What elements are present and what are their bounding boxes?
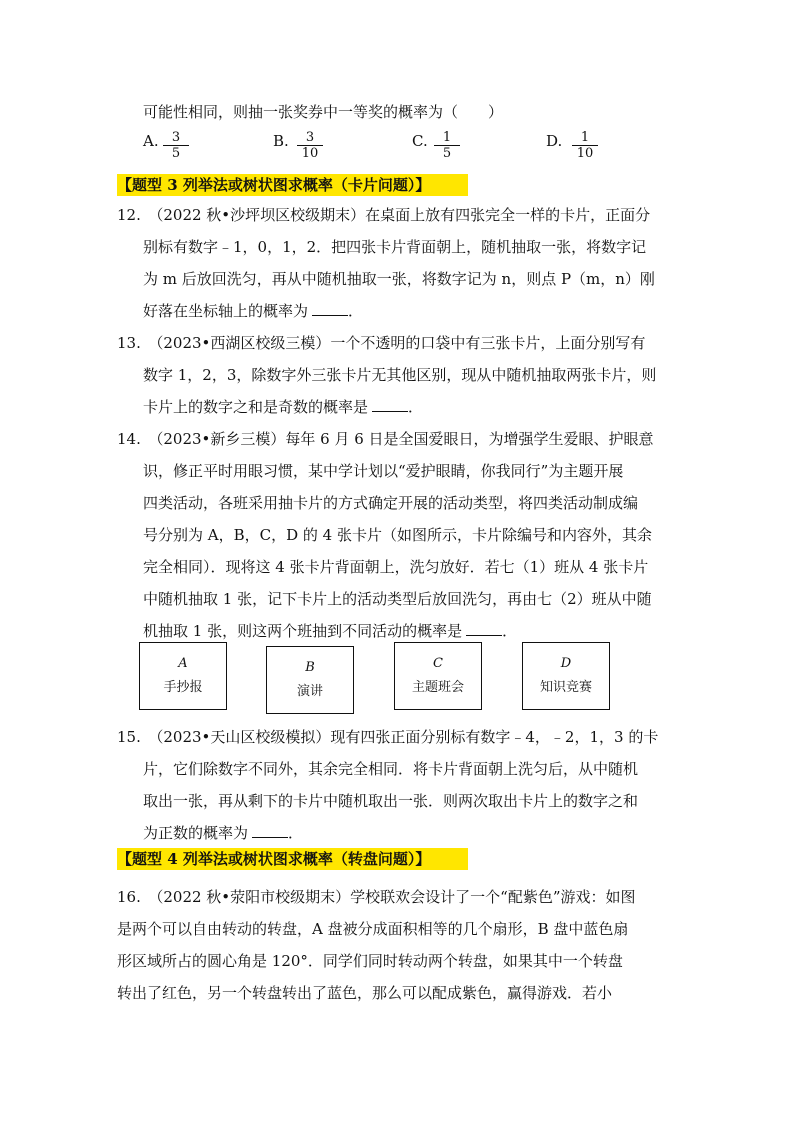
q14-line-7: 机抽取 1 张，则这两个班抽到不同活动的概率是 ． [143, 622, 518, 640]
q16-line-1: 16. （2022 秋•荥阳市校级期末）学校联欢会设计了一个“配紫色”游戏：如图 [117, 888, 636, 906]
card-d: D 知识竞赛 [522, 642, 610, 710]
q16-line-2: 是两个可以自由转动的转盘，A 盘被分成面积相等的几个扇形，B 盘中蓝色扇 [117, 920, 629, 938]
q11-option-a-fraction: $\frac{3}{5}$ [163, 130, 189, 161]
q16-line-3: 形区域所占的圆心角是 120°．同学们同时转动两个转盘，如果其中一个转盘 [117, 952, 623, 970]
q16-line-4: 转出了红色，另一个转盘转出了蓝色，那么可以配成紫色，赢得游戏．若小 [117, 984, 613, 1002]
q12-line-4: 好落在坐标轴上的概率为 ． [143, 302, 364, 320]
q11-option-a-label: A. [143, 132, 159, 150]
q12-line-1: 12. （2022 秋•沙坪坝区校级期末）在桌面上放有四张完全一样的卡片，正面分 [117, 206, 651, 224]
q14-line-1: 14. （2023•新乡三模）每年 6 月 6 日是全国爱眼日，为增强学生爱眼、护眼意 [117, 430, 654, 448]
q14-line-6: 中随机抽取 1 张，记下卡片上的活动类型后放回洗匀，再由七（2）班从中随 [143, 590, 652, 608]
answer-blank [372, 397, 408, 412]
card-c: C 主题班会 [394, 642, 482, 710]
q15-line-3: 取出一张，再从剩下的卡片中随机取出一张．则两次取出卡片上的数字之和 [143, 792, 639, 810]
q11-option-b-label: B. [273, 132, 289, 150]
q14-line-2: 识，修正平时用眼习惯，某中学计划以“爱护眼睛，你我同行”为主题开展 [143, 462, 624, 480]
q14-line-4: 号分别为 A，B，C，D 的 4 张卡片（如图所示，卡片除编号和内容外，其余 [143, 526, 652, 544]
q14-line-3: 四类活动，各班采用抽卡片的方式确定开展的活动类型，将四类活动制成编 [143, 494, 639, 512]
q11-stem: 可能性相同，则抽一张奖券中一等奖的概率为（ ） [143, 103, 504, 121]
card-b: B 演讲 [266, 646, 354, 714]
q13-line-1: 13. （2023•西湖区校级三模）一个不透明的口袋中有三张卡片，上面分别写有 [117, 334, 646, 352]
q15-line-4: 为正数的概率为 ． [143, 824, 304, 842]
answer-blank [252, 823, 288, 838]
q12-line-3: 为 m 后放回洗匀，再从中随机抽取一张，将数字记为 n，则点 P（m，n）刚 [143, 270, 655, 288]
q11-option-d-label: D. [546, 132, 563, 150]
section-header-type3: 【题型 3 列举法或树状图求概率（卡片问题）】 [117, 174, 468, 196]
card-a: A 手抄报 [139, 642, 227, 710]
q11-option-d-fraction: $\frac{1}{10}$ [572, 130, 598, 161]
answer-blank [312, 301, 348, 316]
q14-line-5: 完全相同）．现将这 4 张卡片背面朝上，洗匀放好．若七（1）班从 4 张卡片 [143, 558, 649, 576]
q11-option-c-label: C. [412, 132, 428, 150]
q13-line-3: 卡片上的数字之和是奇数的概率是 ． [143, 398, 424, 416]
q15-line-1: 15. （2023•天山区校级模拟）现有四张正面分别标有数字﹣4，﹣2，1，3 的卡 [117, 728, 659, 746]
q12-line-2: 别标有数字﹣1，0，1，2．把四张卡片背面朝上，随机抽取一张，将数字记 [143, 238, 647, 256]
q15-line-2: 片，它们除数字不同外，其余完全相同．将卡片背面朝上洗匀后，从中随机 [143, 760, 639, 778]
section-header-type4: 【题型 4 列举法或树状图求概率（转盘问题）】 [117, 848, 468, 870]
q11-option-b-fraction: $\frac{3}{10}$ [297, 130, 323, 161]
answer-blank [466, 621, 502, 636]
q11-option-c-fraction: $\frac{1}{5}$ [434, 130, 460, 161]
q13-line-2: 数字 1，2，3，除数字外三张卡片无其他区别，现从中随机抽取两张卡片，则 [143, 366, 657, 384]
